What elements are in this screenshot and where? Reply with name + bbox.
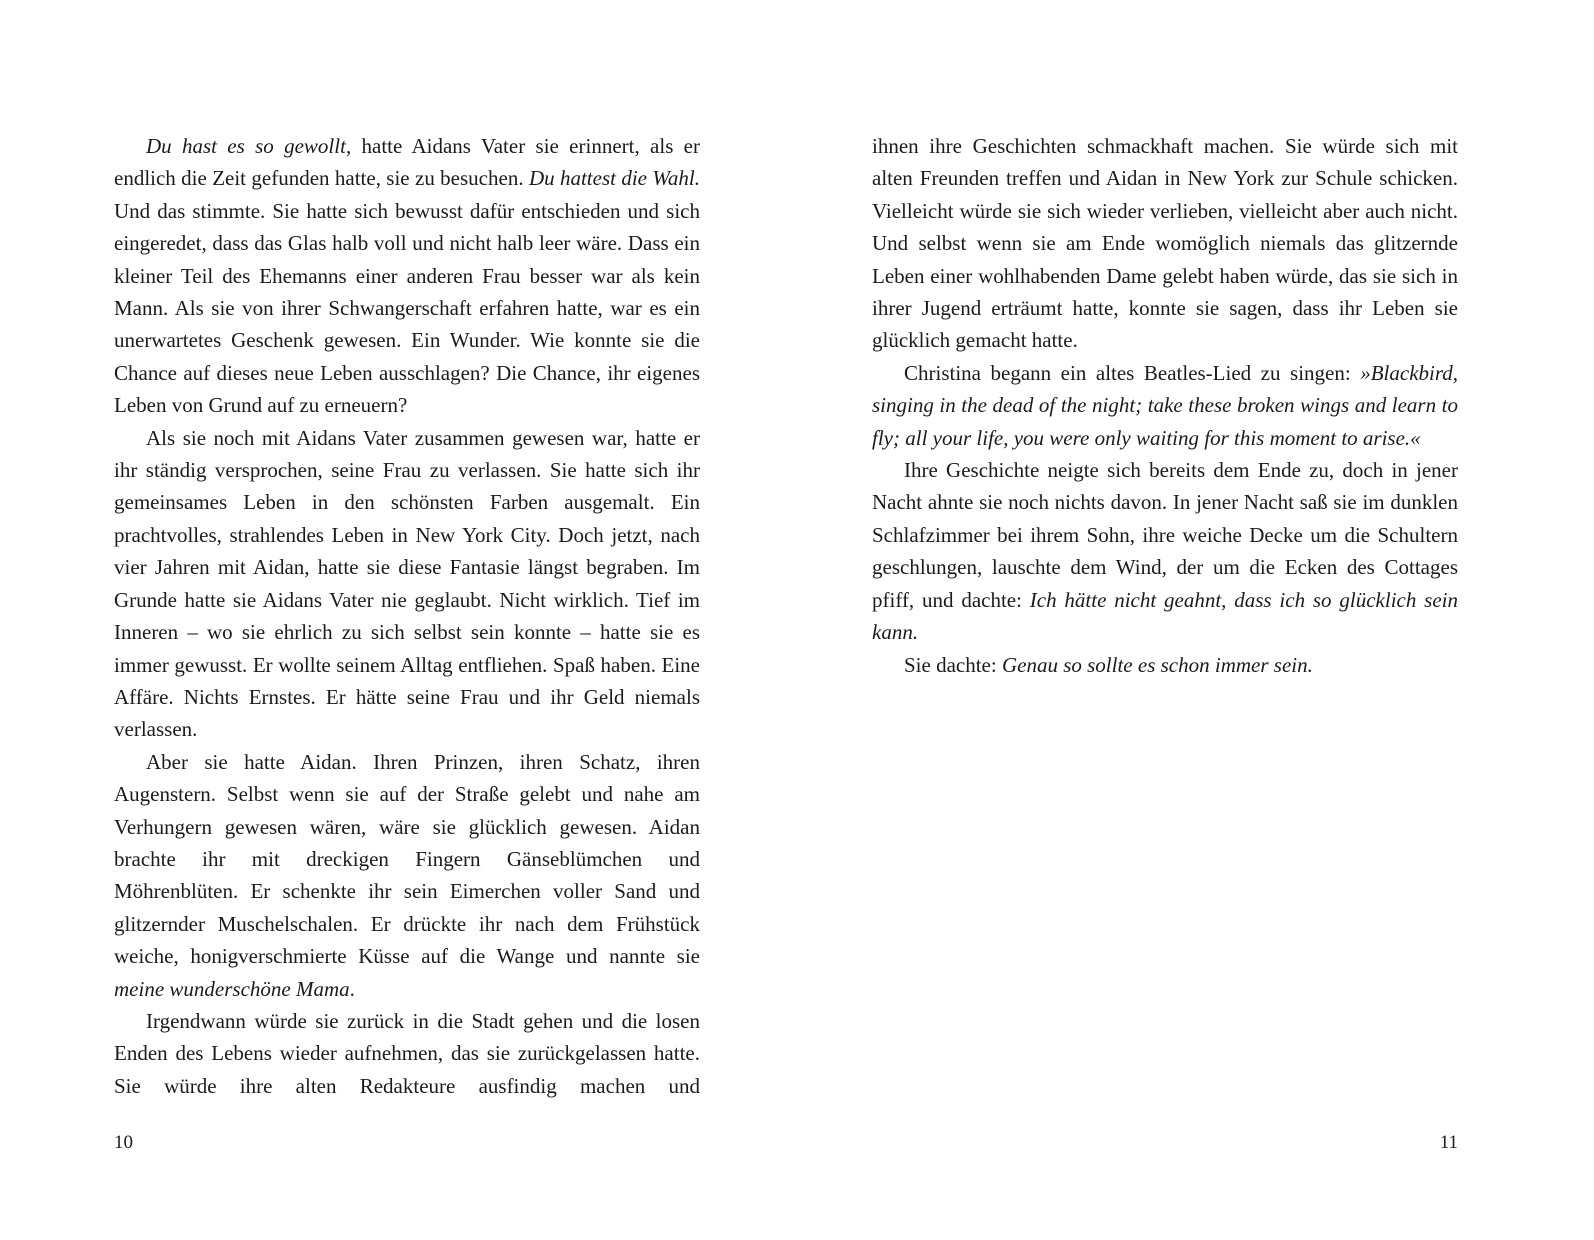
italic-text: meine wunderschöne Mama bbox=[114, 976, 350, 1001]
italic-text: »Blackbird, singing in the dead of the night; take these broken wings and learn to fly; all your life, you were only waiting for this moment to arise.« bbox=[872, 360, 1458, 450]
body-text: , hatte Aidans Vater sie erinnert, als er endlich die Zeit gefunden hatte, sie zu besuchen. bbox=[114, 134, 700, 191]
left-page-text bbox=[114, 130, 700, 1102]
body-text: Irgendwann würde sie zurück in die Stadt gehen und die losen Enden des Lebens wieder aufnehmen, das sie zurückgelassen hatte. Sie würde ihre alten Redakteure ausfindig machen und bbox=[114, 1008, 700, 1098]
body-text: Sie dachte: bbox=[904, 652, 1002, 677]
right-page-number: 11 bbox=[1439, 1132, 1458, 1153]
left-page-number: 10 bbox=[114, 1132, 133, 1153]
body-text: Christina begann ein altes Beatles-Lied zu singen: bbox=[904, 360, 1361, 385]
right-page-text bbox=[872, 130, 1458, 681]
paragraph bbox=[114, 422, 700, 746]
body-text: Aber sie hatte Aidan. Ihren Prinzen, ihren Schatz, ihren Augenstern. Selbst wenn sie auf der Straße gelebt und nahe am Verhungern gewesen wären, wäre sie glücklich gewesen. Aidan brachte ihr mit dreckigen Fingern Gänseblümchen und Möhrenblüten. Er schenkte ihr sein Eimerchen voller Sand und glitzernder Muschelschalen. Er drückte ihr nach dem Frühstück weiche, honigverschmierte Küsse auf die Wange und nannte sie bbox=[114, 749, 700, 969]
italic-text: Du hattest die Wahl. bbox=[528, 166, 700, 191]
body-text: Als sie noch mit Aidans Vater zusammen gewesen war, hatte er ihr ständig versprochen, seine Frau zu verlassen. Sie hatte sich ihr gemeinsames Leben in den schönsten Farben ausgemalt. Ein prachtvolles, strahlendes Leben in New York City. Doch jetzt, nach vier Jahren mit Aidan, hatte sie diese Fantasie längst begraben. Im Grunde hatte sie Aidans Vater nie geglaubt. Nicht wirklich. Tief im Inneren – wo sie ehrlich zu sich selbst sein konnte – hatte sie es immer gewusst. Er wollte seinem Alltag entfliehen. Spaß haben. Eine Affäre. Nichts Ernstes. Er hätte seine Frau und ihr Geld niemals verlassen. bbox=[114, 425, 700, 742]
paragraph bbox=[872, 357, 1458, 454]
body-text: ihnen ihre Geschichten schmackhaft machen. Sie würde sich mit alten Freunden treffen und Aidan in New York zur Schule schicken. Vielleicht würde sie sich wieder verlieben, vielleicht aber auch nicht. Und selbst wenn sie am Ende womöglich niemals das glitzernde Leben einer wohlhabenden Dame gelebt haben würde, das sie sich in ihrer Jugend erträumt hatte, konnte sie sagen, dass ihr Leben sie glücklich gemacht hatte. bbox=[872, 134, 1458, 353]
paragraph bbox=[872, 454, 1458, 648]
paragraph bbox=[872, 649, 1458, 681]
paragraph bbox=[114, 746, 700, 1005]
body-text: . bbox=[349, 976, 355, 1001]
italic-text: Du hast es so gewollt bbox=[146, 134, 346, 158]
body-text: Ihre Geschichte neigte sich bereits dem Ende zu, doch in jener Nacht ahnte sie noch nichts davon. In jener Nacht saß sie im dunklen Schlafzimmer bei ihrem Sohn, ihre weiche Decke um die Schultern geschlungen, lauschte dem Wind, der um die Ecken des Cottages pfiff, und dachte: bbox=[872, 458, 1458, 612]
paragraph bbox=[114, 1005, 700, 1102]
body-text: Und das stimmte. Sie hatte sich bewusst dafür entschieden und sich eingeredet, dass das Glas halb voll und nicht halb leer wäre. Dass ein kleiner Teil des Ehemanns einer anderen Frau besser war als kein Mann. Als sie von ihrer Schwangerschaft erfahren hatte, war es ein unerwartetes Geschenk gewesen. Ein Wunder. Wie konnte sie die Chance auf dieses neue Leben ausschlagen? Die Chance, ihr eigenes Leben von Grund auf zu erneuern? bbox=[114, 198, 700, 418]
paragraph bbox=[872, 130, 1458, 357]
paragraph bbox=[114, 130, 700, 422]
italic-text: Genau so sollte es schon immer sein. bbox=[1001, 652, 1313, 677]
italic-text: Ich hätte nicht geahnt, dass ich so glücklich sein kann. bbox=[872, 587, 1458, 645]
